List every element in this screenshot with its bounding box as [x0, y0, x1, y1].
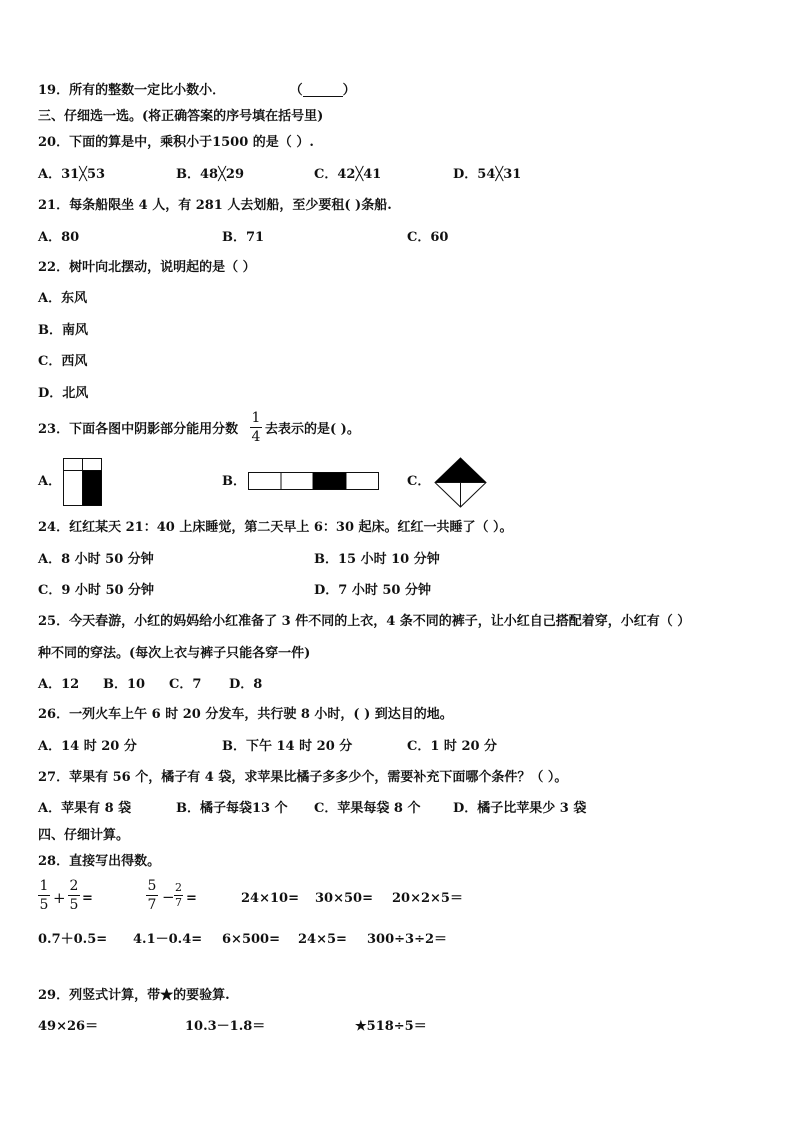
- question-23-text-after: 去表示的是( )。: [265, 422, 360, 437]
- fraction-denominator: 5: [39, 897, 49, 913]
- fraction: [174, 882, 183, 909]
- q23-figure-c[interactable]: [434, 457, 487, 508]
- q26-option-a[interactable]: A．14 时 20 分: [38, 739, 137, 754]
- section-3-title: 三、仔细选一选。(将正确答案的序号填在括号里): [38, 109, 324, 124]
- question-26-text: 26．一列火车上午 6 时 20 分发车，共行驶 8 小时，( ) 到达目的地。: [38, 707, 453, 722]
- paren-close: ）: [342, 83, 356, 98]
- q29-item-star-518div5: ★518÷5＝: [355, 1019, 427, 1034]
- fraction-denominator: 4: [251, 429, 261, 445]
- fraction-numerator: 5: [147, 878, 157, 894]
- q29-item-10.3-1.8: 10.3－1.8＝: [185, 1019, 266, 1034]
- q23-figure-a[interactable]: [63, 458, 102, 506]
- q22-option-c[interactable]: C．西风: [38, 354, 88, 369]
- q24-option-b[interactable]: B．15 小时 10 分钟: [314, 552, 440, 567]
- q27-option-c[interactable]: C．苹果每袋 8 个: [314, 801, 421, 816]
- q23-option-c-label[interactable]: C．: [407, 474, 431, 489]
- fraction-one-quarter: [250, 410, 262, 445]
- fraction: [146, 878, 158, 913]
- q21-option-a[interactable]: A．80: [38, 230, 80, 245]
- q23-figure-b[interactable]: [248, 472, 379, 490]
- fraction-numerator: 2: [175, 881, 182, 894]
- fraction-numerator: 1: [39, 878, 49, 894]
- q21-option-c[interactable]: C．60: [407, 230, 449, 245]
- q24-option-c[interactable]: C．9 小时 50 分钟: [38, 583, 155, 598]
- q28-expr-0.7+0.5: 0.7＋0.5=: [38, 932, 108, 947]
- q27-option-b[interactable]: B．橘子每袋13 个: [176, 801, 288, 816]
- operator: +: [53, 889, 66, 907]
- fraction-denominator: 7: [147, 897, 157, 913]
- q28-expr-20x2x5: 20×2×5＝: [392, 891, 463, 906]
- question-19: [38, 82, 356, 100]
- equals: =: [186, 891, 197, 906]
- q22-option-a[interactable]: A．东风: [38, 291, 88, 306]
- q27-option-d[interactable]: D．橘子比苹果少 3 袋: [453, 801, 587, 816]
- q28-expr-30x50: 30×50=: [315, 891, 373, 906]
- q20-option-d[interactable]: D．54╳31: [453, 167, 522, 182]
- q20-option-b[interactable]: B．48╳29: [176, 167, 244, 182]
- fraction-denominator: 7: [175, 896, 182, 909]
- q25-option-c[interactable]: C．7: [169, 677, 202, 692]
- question-19-text: 19．所有的整数一定比小数小．: [38, 83, 226, 98]
- q28-expr-4.1-0.4: 4.1－0.4=: [133, 932, 203, 947]
- section-4-title: 四、仔细计算。: [38, 828, 130, 843]
- q28-expr-6x500: 6×500=: [222, 932, 280, 947]
- question-23-text-before: 23．下面各图中阴影部分能用分数: [38, 422, 239, 437]
- question-21-text: 21．每条船限坐 4 人，有 281 人去划船，至少要租( )条船.: [38, 198, 392, 213]
- q25-option-b[interactable]: B．10: [103, 677, 146, 692]
- question-29-text: 29．列竖式计算，带★的要验算.: [38, 988, 230, 1003]
- q22-option-b[interactable]: B．南风: [38, 323, 88, 338]
- q23-option-b-label[interactable]: B．: [222, 474, 246, 489]
- q20-option-c[interactable]: C．42╳41: [314, 167, 382, 182]
- q27-option-a[interactable]: A．苹果有 8 袋: [38, 801, 132, 816]
- q28-expr-24x5: 24×5=: [298, 932, 347, 947]
- fraction-numerator: 2: [69, 878, 79, 894]
- q22-option-d[interactable]: D．北风: [38, 386, 89, 401]
- answer-blank[interactable]: [303, 84, 343, 97]
- q25-option-a[interactable]: A．12: [38, 677, 80, 692]
- question-25-text-line-2: 种不同的穿法。(每次上衣与裤子只能各穿一件): [38, 646, 311, 661]
- question-22-text: 22．树叶向北摆动，说明起的是（ ）: [38, 260, 256, 275]
- q26-option-c[interactable]: C．1 时 20 分: [407, 739, 498, 754]
- equals: =: [82, 891, 93, 906]
- fraction: [68, 878, 80, 913]
- q26-option-b[interactable]: B．下午 14 时 20 分: [222, 739, 353, 754]
- operator: −: [162, 888, 175, 906]
- fraction: [38, 878, 50, 913]
- q25-option-d[interactable]: D．8: [229, 677, 263, 692]
- question-20-text: 20．下面的算是中，乘积小于1500 的是（ ）.: [38, 135, 314, 150]
- q24-option-a[interactable]: A．8 小时 50 分钟: [38, 552, 154, 567]
- q20-option-a[interactable]: A．31╳53: [38, 167, 106, 182]
- fraction-numerator: 1: [251, 410, 261, 426]
- question-27-text: 27．苹果有 56 个，橘子有 4 袋，求苹果比橘子多多少个，需要补充下面哪个条件？（ ）。: [38, 770, 568, 785]
- question-24-text: 24．红红某天 21：40 上床睡觉，第二天早上 6：30 起床。红红一共睡了（ ）。: [38, 520, 513, 535]
- question-25-text-line-1: 25．今天春游，小红的妈妈给小红准备了 3 件不同的上衣，4 条不同的裤子，让小红自己搭配着穿，小红有（ ）: [38, 614, 691, 629]
- q24-option-d[interactable]: D．7 小时 50 分钟: [314, 583, 431, 598]
- question-28-text: 28．直接写出得数。: [38, 854, 161, 869]
- paren-open: （: [289, 83, 303, 98]
- q28-expr-300div3div2: 300÷3÷2＝: [367, 932, 448, 947]
- fraction-denominator: 5: [69, 897, 79, 913]
- q29-item-49x26: 49×26＝: [38, 1019, 99, 1034]
- q21-option-b[interactable]: B．71: [222, 230, 265, 245]
- q23-option-a-label[interactable]: A．: [38, 474, 62, 489]
- q28-expr-24x10: 24×10=: [241, 891, 299, 906]
